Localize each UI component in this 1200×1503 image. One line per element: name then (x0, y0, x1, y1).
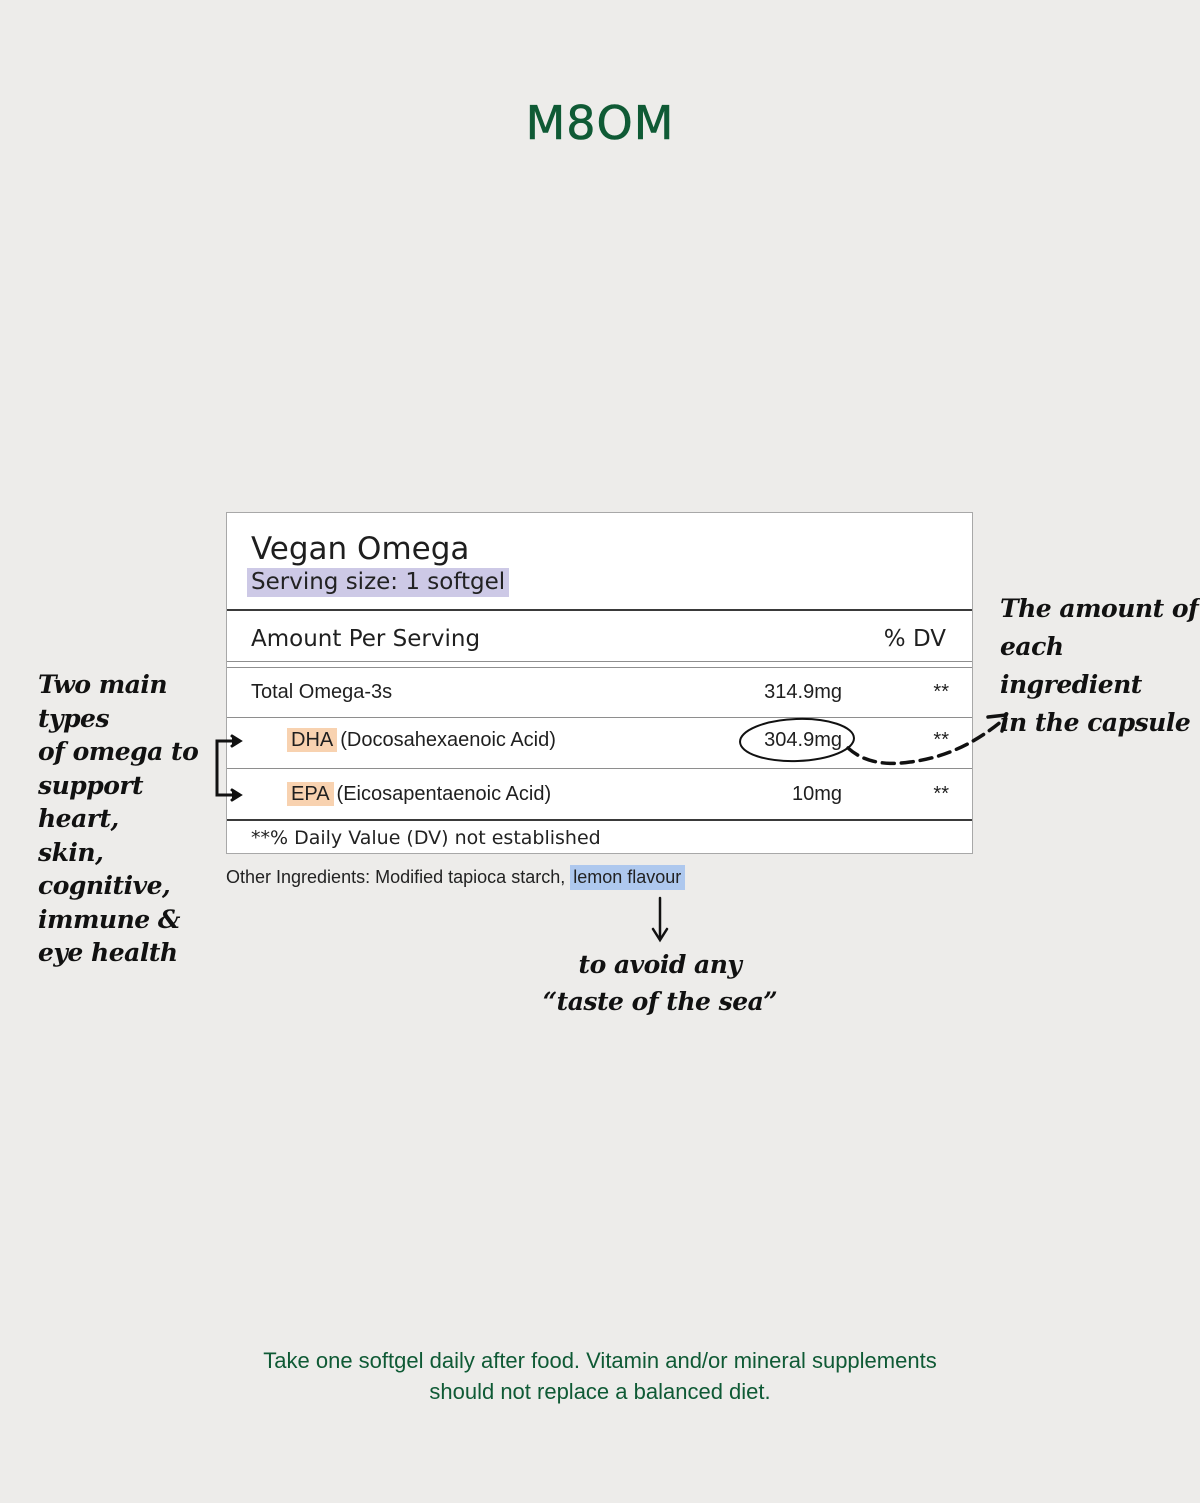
annotation-line: to avoid any (578, 950, 742, 979)
divider (227, 609, 972, 611)
nutrient-dv: ** (933, 783, 949, 805)
nutrient-dv: ** (933, 681, 949, 703)
divider (227, 717, 972, 718)
annotation-line: The amount of (1000, 594, 1199, 623)
nutrient-amount: 304.9mg (764, 729, 842, 751)
nutrient-amount: 10mg (791, 783, 842, 805)
divider (227, 667, 972, 668)
serving-size: Serving size: 1 softgel (247, 568, 509, 597)
other-ingredients-label: Other Ingredients: (226, 867, 371, 887)
annotation-line: eye health (38, 938, 178, 967)
nutrient-dv: ** (933, 729, 949, 751)
divider (227, 819, 972, 821)
nutrient-amount: 314.9mg (764, 681, 842, 703)
annotation-lemon (540, 946, 780, 1020)
annotation-line: immune & (38, 904, 180, 934)
down-arrow-icon (653, 898, 667, 940)
product-title: Vegan Omega (251, 531, 470, 567)
annotation-line: in the capsule (1000, 708, 1191, 737)
lemon-flavour-highlight: lemon flavour (570, 865, 685, 890)
supplement-facts-panel (226, 512, 973, 854)
annotation-line: each ingredient (1000, 632, 1142, 699)
nutrient-name: (Eicosapentaenoic Acid) (336, 783, 552, 805)
amount-per-serving-header: Amount Per Serving (251, 626, 481, 652)
annotation-line: “taste of the sea” (542, 987, 778, 1016)
dv-footnote: **% Daily Value (DV) not established (251, 827, 601, 849)
annotation-amount (1000, 590, 1200, 742)
epa-tag: EPA (287, 782, 334, 806)
divider (227, 768, 972, 769)
annotation-line: of omega to (38, 737, 199, 766)
instruction-line: should not replace a balanced diet. (429, 1379, 771, 1404)
nutrient-name: Total Omega-3s (251, 681, 393, 703)
nutrient-name-wrap (287, 729, 556, 752)
dha-tag: DHA (287, 728, 337, 752)
instruction-line: Take one softgel daily after food. Vitamin and/or mineral supplements (263, 1348, 937, 1373)
nutrient-name-wrap (287, 783, 551, 806)
annotation-line: support heart, (38, 770, 144, 833)
annotation-line: Two main types (38, 670, 168, 733)
brand-logo: M8OM (525, 96, 675, 150)
annotation-line: skin, cognitive, (38, 837, 171, 900)
nutrient-name: (Docosahexaenoic Acid) (340, 729, 556, 751)
divider (227, 661, 972, 662)
other-ingredients (226, 867, 685, 888)
dv-header: % DV (883, 626, 946, 652)
usage-instructions (0, 1345, 1200, 1407)
other-ingredients-items: Modified tapioca starch, (375, 867, 566, 887)
annotation-omega-types (38, 668, 218, 970)
